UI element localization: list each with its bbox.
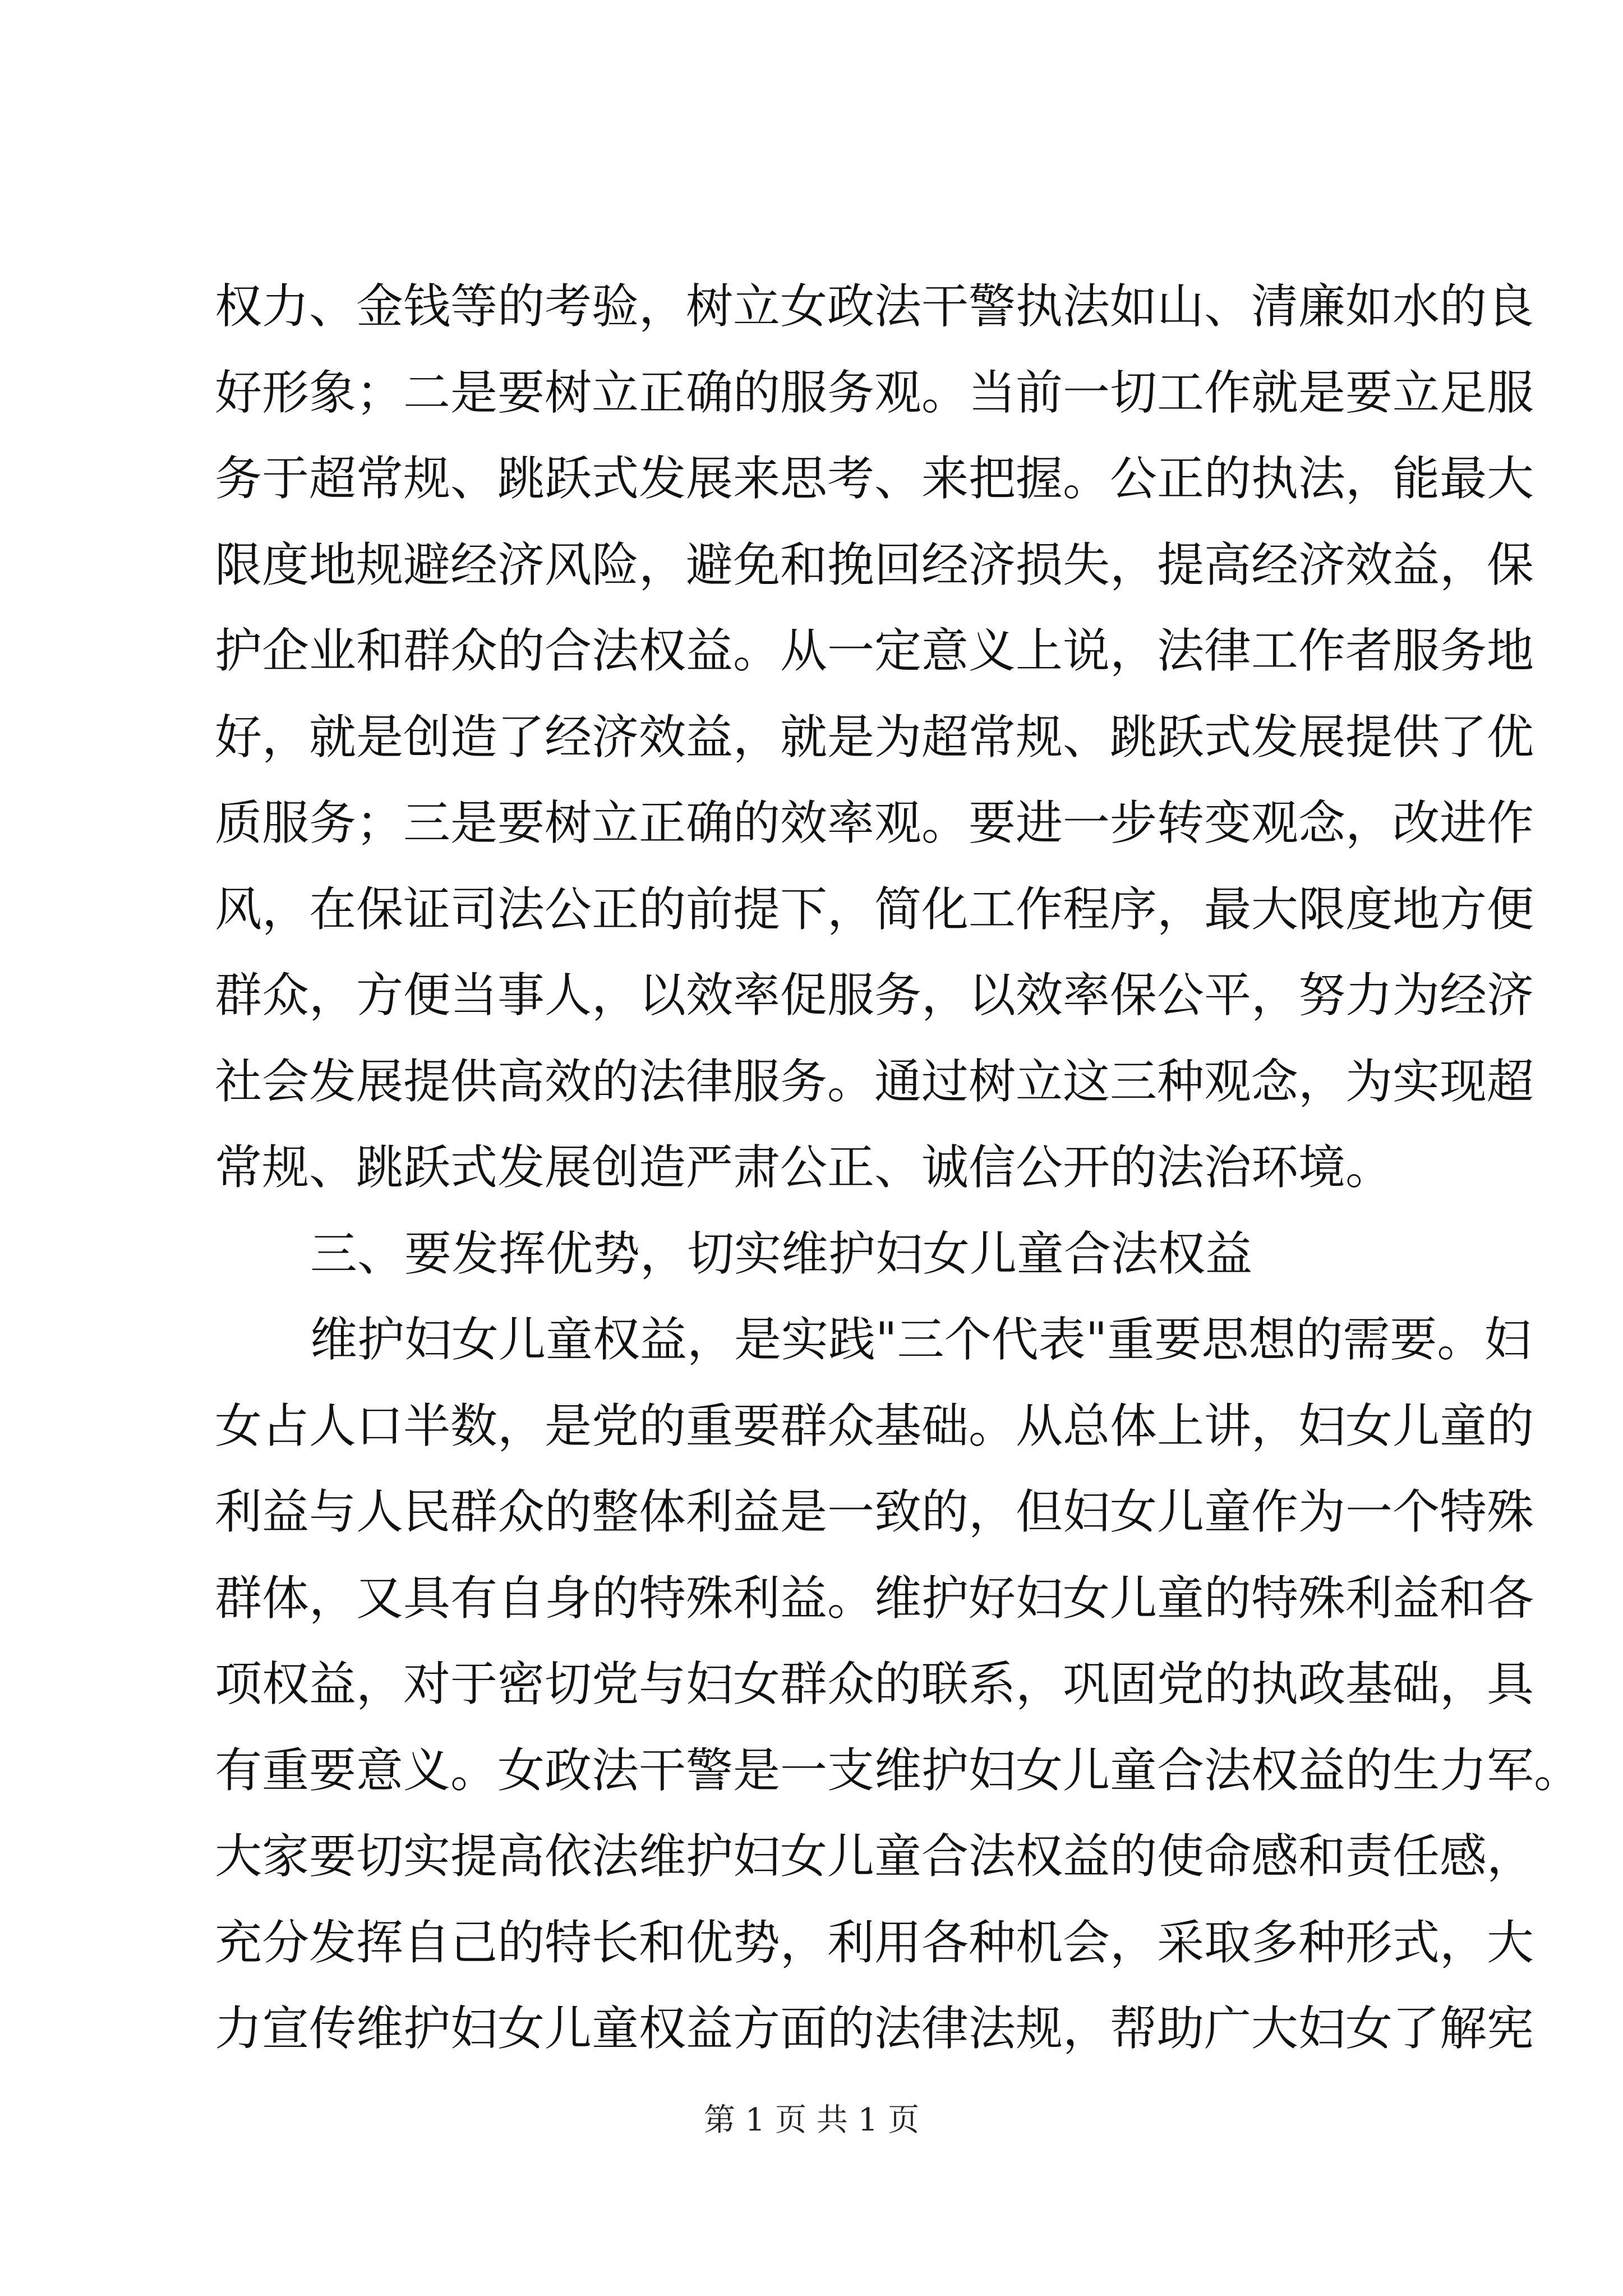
text-line: 护企业和群众的合法权益。从一定意义上说，法律工作者服务地 [215,623,1534,678]
text-line: 项权益，对于密切党与妇女群众的联系，巩固党的执政基础，具 [215,1657,1534,1711]
text-line: 质服务；三是要树立正确的效率观。要进一步转变观念，改进作 [215,795,1534,850]
text-line: 维护妇女儿童权益，是实践"三个代表"重要思想的需要。妇 [310,1312,1532,1367]
text-line: 大家要切实提高依法维护妇女儿童合法权益的使命感和责任感， [215,1829,1534,1884]
text-line: 常规、跳跃式发展创造严肃公正、诚信公开的法治环境。 [215,1140,1393,1195]
text-line: 好形象；二是要树立正确的服务观。当前一切工作就是要立足服 [215,365,1534,420]
document-body [215,264,1581,2072]
text-line: 有重要意义。女政法干警是一支维护妇女儿童合法权益的生力军。 [215,1742,1581,1798]
section-heading: 三、要发挥优势，切实维护妇女儿童合法权益 [310,1226,1253,1281]
text-line: 社会发展提供高效的法律服务。通过树立这三种观念，为实现超 [215,1053,1534,1109]
text-line: 好，就是创造了经济效益，就是为超常规、跳跃式发展提供了优 [215,709,1534,765]
text-line: 限度地规避经济风险，避免和挽回经济损失，提高经济效益，保 [215,537,1534,592]
page-number-label: 第 1 页 共 1 页 [703,2102,920,2138]
text-line: 权力、金钱等的考验，树立女政法干警执法如山、清廉如水的良 [215,279,1534,334]
text-line: 充分发挥自己的特长和优势，利用各种机会，采取多种形式，大 [215,1915,1534,1970]
page-footer [0,2098,1623,2143]
text-line: 力宣传维护妇女儿童权益方面的法律法规，帮助广大妇女了解宪 [215,2001,1534,2056]
text-line: 女占人口半数，是党的重要群众基础。从总体上讲，妇女儿童的 [215,1398,1534,1453]
text-line: 利益与人民群众的整体利益是一致的，但妇女儿童作为一个特殊 [215,1484,1534,1539]
text-line: 风，在保证司法公正的前提下，简化工作程序，最大限度地方便 [215,881,1534,937]
text-line: 群体，又具有自身的特殊利益。维护好妇女儿童的特殊利益和各 [215,1570,1534,1626]
text-line: 群众，方便当事人，以效率促服务，以效率保公平，努力为经济 [215,968,1534,1023]
text-line: 务于超常规、跳跃式发展来思考、来把握。公正的执法，能最大 [215,451,1534,506]
